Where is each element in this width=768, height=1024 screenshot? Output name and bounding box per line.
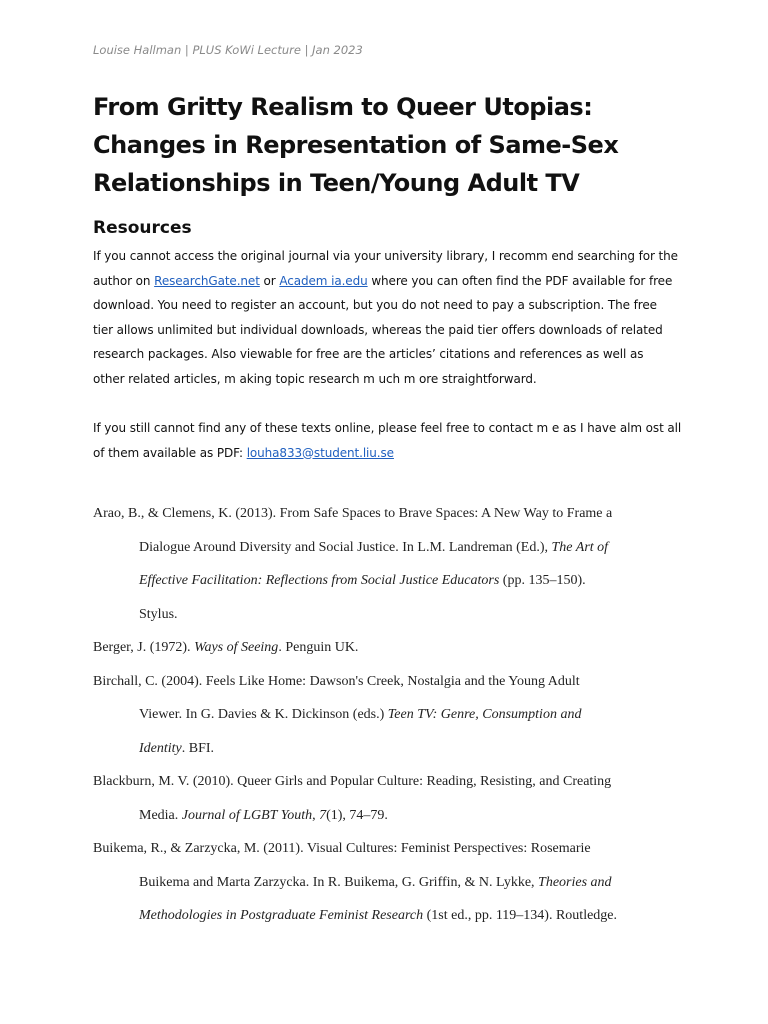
title-line-1: From Gritty Realism to Queer Utopias: (93, 93, 593, 121)
reference-line (93, 866, 683, 900)
resources-heading: Resources (93, 218, 192, 238)
reference-line: Birchall, C. (2004). Feels Like Home: Dawson's Creek, Nostalgia and the Young Adult (93, 673, 580, 689)
resources-intro-paragraph (93, 244, 683, 391)
contact-line (93, 441, 683, 466)
reference-text: Media. (139, 807, 182, 823)
contact-text: of them available as PDF: (93, 445, 247, 460)
intro-line: If you cannot access the original journal via your university library, I recomm end searching for the (93, 249, 678, 263)
reference-line (93, 631, 683, 665)
reference-list (93, 497, 683, 933)
reference-text: Berger, J. (1972). (93, 640, 195, 655)
reference-line (93, 698, 683, 732)
intro-line: other related articles, m aking topic research m uch m ore straightforward. (93, 371, 537, 386)
intro-line: download. You need to register an account, but you do not need to pay a subscription. The free (93, 298, 657, 312)
contact-line: If you still cannot find any of these texts online, please feel free to contact m e as I have alm ost all (93, 421, 682, 435)
researchgate-link[interactable]: ResearchGate.net (154, 273, 260, 288)
running-header: Louise Hallman | PLUS KoWi Lecture | Jan 2023 (93, 43, 363, 57)
reference-line: Blackburn, M. V. (2010). Queer Girls and Popular Culture: Reading, Resisting, and Creating (93, 774, 612, 789)
reference-title-italic: Effective Facilitation: Reflections from Social Justice Educators (139, 573, 500, 588)
document-title (93, 88, 713, 202)
intro-line: tier allows unlimited but individual downloads, whereas the paid tier offers downloads of related (93, 322, 663, 337)
reference-text: . BFI. (181, 740, 215, 756)
reference-entry (93, 497, 683, 631)
reference-text: , (312, 807, 320, 823)
reference-line (93, 732, 683, 766)
intro-line (93, 269, 683, 294)
intro-text: author on (93, 273, 155, 288)
reference-line (93, 799, 683, 833)
contact-paragraph (93, 416, 683, 465)
reference-title-italic: The Art of (551, 539, 609, 555)
reference-entry (93, 765, 683, 832)
reference-title-italic: Teen TV: Genre, Consumption and (387, 707, 582, 722)
reference-text: Viewer. In G. Davies & K. Dickinson (eds.) (139, 707, 388, 722)
reference-line: Buikema, R., & Zarzycka, M. (2011). Visual Cultures: Feminist Perspectives: Rosemarie (93, 841, 591, 856)
reference-title-italic: Ways of Seeing (194, 640, 279, 655)
reference-title-italic: Identity (139, 740, 182, 756)
intro-line: research packages. Also viewable for free are the articles’ citations and references as well as (93, 347, 644, 361)
reference-text: (1), 74–79. (326, 807, 388, 823)
reference-line (93, 531, 683, 565)
reference-line (93, 564, 683, 598)
reference-title-italic: Theories and (538, 874, 612, 890)
reference-text: (pp. 135–150). (499, 573, 586, 588)
reference-entry (93, 665, 683, 766)
reference-text: Dialogue Around Diversity and Social Justice. In L.M. Landreman (Ed.), (139, 539, 552, 555)
reference-volume-italic: 7 (319, 807, 327, 823)
reference-line (93, 899, 683, 933)
reference-line: Stylus. (139, 606, 178, 622)
email-link[interactable]: louha833@student.liu.se (246, 445, 394, 460)
title-line-2: Changes in Representation of Same-Sex (93, 131, 619, 159)
reference-text: Buikema and Marta Zarzycka. In R. Buikema, G. Griffin, & N. Lykke, (139, 874, 539, 890)
reference-line: Arao, B., & Clemens, K. (2013). From Safe Spaces to Brave Spaces: A New Way to Frame a (93, 506, 613, 521)
intro-text: where you can often find the PDF available for free (367, 273, 673, 288)
academia-link[interactable]: Academ ia.edu (279, 273, 368, 288)
reference-title-italic: Journal of LGBT Youth (181, 807, 313, 823)
reference-entry (93, 631, 683, 665)
reference-title-italic: Methodologies in Postgraduate Feminist Research (139, 908, 424, 923)
reference-text: . Penguin UK. (278, 640, 359, 655)
intro-text: or (259, 273, 280, 288)
title-line-3: Relationships in Teen/Young Adult TV (93, 169, 580, 197)
reference-text: (1st ed., pp. 119–134). Routledge. (423, 908, 618, 923)
reference-entry (93, 832, 683, 933)
